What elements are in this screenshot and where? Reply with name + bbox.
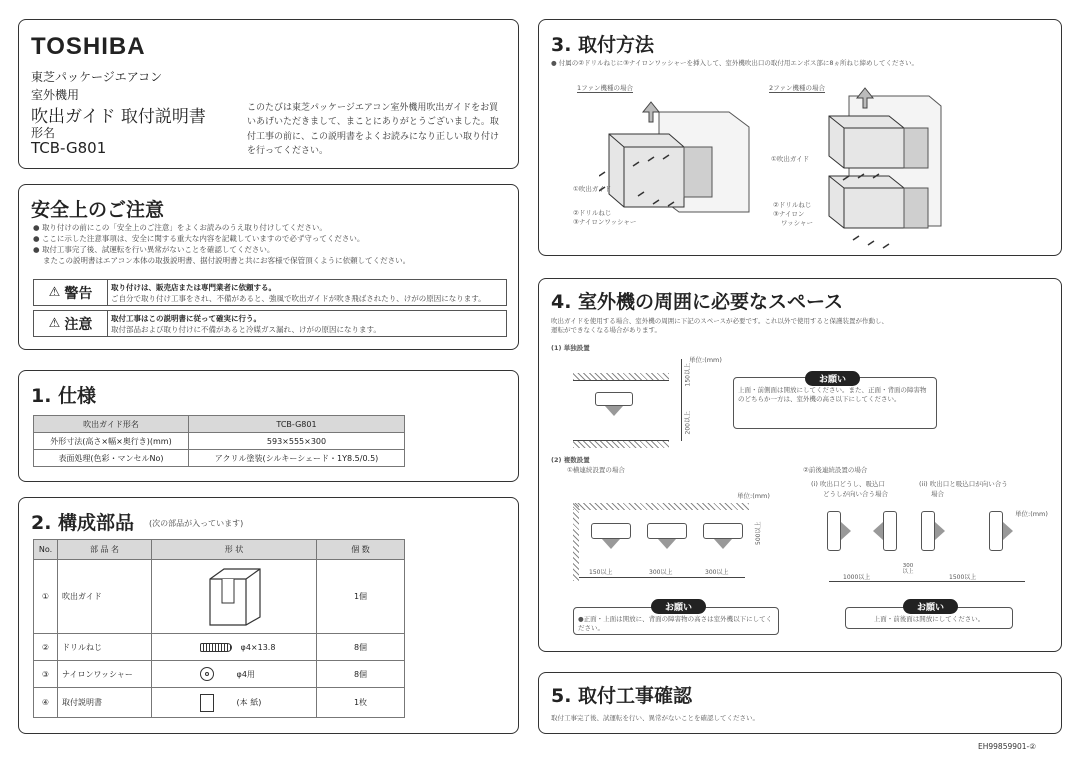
model-label: 形名 (31, 126, 56, 140)
warning-text: ご自分で取り付け工事をされ、不備があると、強風で吹出ガイドが吹き飛ばされたり、けがの原因になります。 (111, 294, 486, 303)
wall-hatch-2 (573, 503, 749, 510)
table-row (34, 688, 405, 718)
table-row (34, 661, 405, 688)
unit-box (989, 511, 1003, 551)
unit-box (827, 511, 841, 551)
down-arrow-icon (714, 539, 732, 549)
floor-line (573, 440, 669, 441)
multi-case-2b-1: (ii) 吹出口と吸込口が向い合う (919, 480, 1008, 488)
brand-logo: TOSHIBA (31, 33, 146, 60)
table-cell: 吹出ガイド形名 (34, 416, 189, 433)
column-header: 形 状 (152, 540, 317, 560)
table-cell: (本 紙) (152, 688, 317, 718)
column-header: 部 品 名 (58, 540, 152, 560)
washer-icon (200, 667, 214, 681)
table-cell: ① (34, 560, 58, 634)
install-panel (538, 19, 1062, 256)
caution-badge: ⚠ 注意 (33, 310, 108, 337)
l-washer-label: ③ナイロンワッシャー (573, 218, 637, 226)
parts-table (33, 539, 405, 718)
intro-text: このたびは東芝パッケージエアコン室外機用吹出ガイドをお買いあげいただきまして、まことにありがとうございました。取付工事の前に、この説明書をよくお読みになり正しい取り付けを行ってください。 (247, 103, 500, 157)
confirm-text: 取付工事完了後、試運転を行い、異常がないことを確認してください。 (551, 714, 759, 722)
safety-panel (18, 184, 519, 350)
parts-subtitle: (次の部品が入っています) (149, 519, 244, 528)
doc-title: 吹出ガイド 取付説明書 (31, 107, 206, 127)
warning-box (107, 279, 507, 306)
l-guide-label: ①吹出ガイド (573, 185, 612, 193)
table-cell: 8個 (317, 634, 405, 661)
header-line1: 東芝パッケージエアコン (31, 70, 163, 84)
safety-bullets (33, 223, 513, 267)
dim-150: 150以上 (684, 363, 692, 387)
table-cell: ③ (34, 661, 58, 688)
unit-box (921, 511, 935, 551)
parts-panel (18, 497, 519, 734)
caution-triangle-icon: ⚠ (48, 316, 61, 331)
parts-title: 2. 構成部品 (31, 512, 135, 534)
r-screw-label: ②ドリルねじ (773, 201, 812, 209)
space-text-1: 吹出ガイドを使用する場合、室外機の周囲に下記のスペースが必要です。これ以外で使用すると保護装置が作動し、 (551, 317, 888, 325)
dim-1500: 1500以上 (949, 574, 977, 581)
multi-case-2a-2: どうしが向い合う場合 (823, 490, 888, 498)
down-arrow-icon (605, 406, 623, 416)
floor-hatch (573, 441, 669, 448)
spec-panel (18, 370, 519, 482)
table-row (34, 450, 405, 467)
table-cell: 吹出ガイド (58, 560, 152, 634)
table-cell: TCB-G801 (189, 416, 405, 433)
spec-title: 1. 仕様 (31, 385, 97, 407)
unit-label: 単位:(mm) (689, 356, 722, 364)
case1-label: 1ファン機種の場合 (577, 84, 634, 92)
request-box-2: ●正面・上面は開放に、背面の障害物の高さは室外機以下にしてください。 (573, 607, 779, 635)
dim-line-h (579, 577, 745, 578)
unit-box (595, 392, 633, 406)
dim-500: 500以上 (755, 521, 762, 545)
r-washer-label-2: ワッシャー (781, 219, 814, 227)
table-cell: 593×555×300 (189, 433, 405, 450)
table-header-row (34, 540, 405, 560)
request-label-3: お願い (903, 599, 958, 614)
unit-label-3: 単位:(mm) (1015, 510, 1048, 518)
dim-1000: 1000以上 (843, 574, 871, 581)
multi-case-2: ②前後連続設置の場合 (803, 466, 868, 474)
dim-150b: 150以上 (589, 569, 613, 576)
dim-300c: 300以上 (902, 563, 914, 575)
wall-hatch (573, 373, 669, 380)
unit-box (591, 523, 631, 539)
warning-title: 取り付けは、販売店または専門業者に依頼する。 (111, 283, 276, 292)
table-cell: ② (34, 634, 58, 661)
safety-note: またこの説明書はエアコン本体の取扱説明書、据付説明書と共にお客様で保管頂くように依頼してください。 (43, 255, 411, 265)
header-panel (18, 19, 519, 169)
unit-label-2: 単位:(mm) (737, 492, 770, 500)
table-cell: ④ (34, 688, 58, 718)
table-row (34, 560, 405, 634)
install-title: 3. 取付方法 (551, 34, 655, 56)
right-arrow-icon (935, 522, 945, 540)
outlet-guide-icon (202, 565, 266, 627)
manual-icon (200, 694, 214, 712)
single-label: (1) 単独設置 (551, 344, 590, 352)
dim-200: 200以上 (684, 411, 692, 435)
two-fan-diagram (819, 86, 969, 251)
multi-case-1: ①横連続設置の場合 (567, 466, 625, 474)
dim-300a: 300以上 (649, 569, 673, 576)
caution-text: 取付部品および取り付けに不備があると冷媒ガス漏れ、けがの原因になります。 (111, 325, 381, 334)
table-cell: φ4×13.8 (152, 634, 317, 661)
side-wall-hatch (573, 503, 579, 581)
table-cell: 表面処理(色彩・マンセルNo) (34, 450, 189, 467)
table-cell: 8個 (317, 661, 405, 688)
table-cell: 取付説明書 (58, 688, 152, 718)
request-box-1: 上面・前側面は開放にしてください。また、正面・背面の障害物のどちらか一方は、室外機の高さ以下にしてください。 (733, 377, 937, 429)
warning-badge: ⚠ 警告 (33, 279, 108, 306)
safety-title: 安全上のご注意 (31, 199, 165, 221)
confirm-panel (538, 672, 1062, 734)
down-arrow-icon (658, 539, 676, 549)
left-arrow-icon (873, 522, 883, 540)
column-header: 個 数 (317, 540, 405, 560)
space-panel (538, 278, 1062, 652)
guide-shape-cell (152, 560, 317, 634)
request-box-3: 上面・前後面は開放にしてください。 (845, 607, 1013, 629)
dim-line-h2 (829, 581, 1025, 582)
r-guide-label: ①吹出ガイド (771, 155, 810, 163)
dim-300b: 300以上 (705, 569, 729, 576)
space-title: 4. 室外機の周囲に必要なスペース (551, 291, 844, 313)
wall-line (573, 380, 669, 381)
l-screw-label: ②ドリルねじ (573, 209, 612, 217)
safety-bullet: ● ここに示した注意事項は、安全に関する重大な内容を記載していますので必ず守ってください。 (33, 233, 365, 243)
table-cell: 1枚 (317, 688, 405, 718)
multi-case-2b-2: 場合 (931, 490, 944, 498)
request-label-2: お願い (651, 599, 706, 614)
install-text: ● 付属の②ドリルねじに③ナイロンワッシャーを挿入して、室外機吹出口の取付用エンボス部に8ヵ所ねじ締めしてください。 (551, 59, 918, 67)
table-cell: 外形寸法(高さ×幅×奥行き)(mm) (34, 433, 189, 450)
table-cell: 1個 (317, 560, 405, 634)
right-arrow-icon (1003, 522, 1013, 540)
confirm-title: 5. 取付工事確認 (551, 685, 693, 707)
case2-label: 2ファン機種の場合 (769, 84, 826, 92)
warning-triangle-icon: ⚠ (48, 285, 61, 300)
table-cell: アクリル塗装(シルキーシェード・1Y8.5/0.5) (189, 450, 405, 467)
safety-bullet: ● 取り付けの前にこの「安全上のご注意」をよくお読みのうえ取り付けしてください。 (33, 223, 327, 232)
drill-screw-icon (200, 643, 232, 652)
table-cell: ナイロンワッシャー (58, 661, 152, 688)
document-code: EH99859901-② (978, 742, 1036, 751)
down-arrow-icon (602, 539, 620, 549)
right-arrow-icon (841, 522, 851, 540)
unit-box (703, 523, 743, 539)
safety-bullet: ● 取付工事完了後、試運転を行い異常がないことを確認してください。 (33, 244, 275, 254)
unit-box (647, 523, 687, 539)
space-text-2: 運転ができなくなる場合があります。 (551, 326, 661, 334)
multi-case-2a-1: (i) 吹出口どうし、吸込口 (811, 480, 885, 488)
unit-box (883, 511, 897, 551)
caution-title: 取付工事はこの説明書に従って確実に行う。 (111, 314, 261, 323)
request-label-1: お願い (805, 371, 860, 386)
r-washer-label-1: ③ナイロン (773, 210, 805, 218)
model-number: TCB-G801 (31, 139, 107, 157)
spec-table (33, 415, 405, 467)
table-cell: ドリルねじ (58, 634, 152, 661)
column-header: No. (34, 540, 58, 560)
table-row (34, 634, 405, 661)
header-line2: 室外機用 (31, 88, 80, 102)
table-row (34, 416, 405, 433)
caution-box (107, 310, 507, 337)
table-row (34, 433, 405, 450)
table-cell: φ4用 (152, 661, 317, 688)
multi-label: (2) 複数設置 (551, 456, 590, 464)
one-fan-diagram (599, 92, 759, 232)
